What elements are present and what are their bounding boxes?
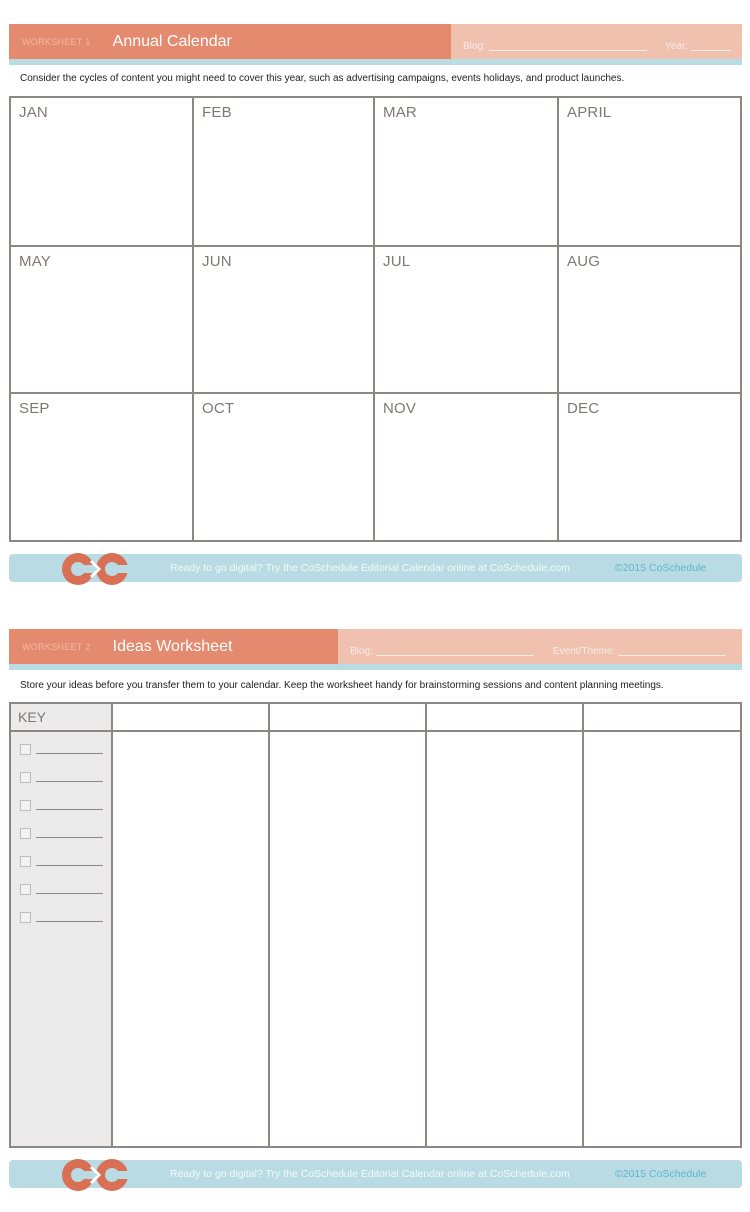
year-label: Year: [665,41,688,52]
worksheet2-header [9,629,742,670]
worksheet2-title: Ideas Worksheet [112,637,233,655]
month-cell-jun[interactable] [194,247,375,394]
month-cell-may[interactable] [11,247,194,394]
blog-field[interactable] [463,41,647,52]
checkbox-icon[interactable] [20,800,31,811]
key-item[interactable] [11,788,111,816]
key-write-line[interactable] [36,744,103,754]
month-name: MAR [383,104,417,121]
month-cell-jul[interactable] [375,247,559,394]
footer-copyright: ©2015 CoSchedule [615,1168,707,1180]
blog-label: Blog: [350,646,373,657]
month-name: DEC [567,400,600,417]
month-name: AUG [567,253,601,270]
key-item[interactable] [11,872,111,900]
key-write-line[interactable] [36,856,103,866]
key-item[interactable] [11,760,111,788]
idea-column-header[interactable] [270,704,425,732]
month-name: JAN [19,104,48,121]
coschedule-logo-icon [61,1158,131,1192]
footer-banner-1 [9,554,742,582]
checkbox-icon[interactable] [20,772,31,783]
month-cell-dec[interactable] [559,394,740,540]
checkbox-icon[interactable] [20,744,31,755]
blog-field[interactable] [350,646,534,657]
checkbox-icon[interactable] [20,884,31,895]
checkbox-icon[interactable] [20,856,31,867]
worksheet2-meta-bar [338,629,742,664]
idea-column-header[interactable] [113,704,268,732]
key-item[interactable] [11,816,111,844]
key-write-line[interactable] [36,828,103,838]
worksheet1-title-bar [9,24,451,59]
worksheet1-instructions: Consider the cycles of content you might need to cover this year, such as advertising campaigns, events holidays, and product launches. [20,73,625,84]
key-item[interactable] [11,844,111,872]
idea-column-3[interactable] [427,704,584,1146]
coschedule-logo-icon [61,552,131,586]
event-theme-label: Event/Theme: [553,646,616,657]
month-cell-nov[interactable] [375,394,559,540]
month-name: MAY [19,253,51,270]
month-cell-oct[interactable] [194,394,375,540]
footer-banner-2 [9,1160,742,1188]
key-write-line[interactable] [36,912,103,922]
month-cell-sep[interactable] [11,394,194,540]
month-name: FEB [202,104,232,121]
month-cell-aug[interactable] [559,247,740,394]
header-accent-stripe [9,664,742,670]
key-title: KEY [11,704,111,732]
footer-copyright: ©2015 CoSchedule [615,562,707,574]
idea-column-2[interactable] [270,704,427,1146]
blog-label: Blog: [463,41,486,52]
annual-calendar-grid [9,96,742,542]
key-item[interactable] [11,900,111,928]
month-cell-feb[interactable] [194,98,375,247]
idea-column-header[interactable] [584,704,740,732]
worksheet1-title: Annual Calendar [112,32,232,50]
key-column [11,704,113,1146]
footer-cta[interactable]: Ready to go digital? Try the CoSchedule Editorial Calendar online at CoSchedule.com [170,1168,570,1180]
key-write-line[interactable] [36,772,103,782]
worksheet2-instructions: Store your ideas before you transfer them to your calendar. Keep the worksheet handy for brainstorming sessions and content planning meetings. [20,680,664,691]
worksheet1-meta-bar [451,24,742,59]
idea-column-1[interactable] [113,704,270,1146]
month-name: JUL [383,253,411,270]
key-write-line[interactable] [36,800,103,810]
month-name: JUN [202,253,232,270]
key-item[interactable] [11,732,111,760]
worksheet2-title-bar [9,629,338,664]
header-accent-stripe [9,59,742,65]
event-theme-field[interactable] [553,646,726,657]
month-cell-jan[interactable] [11,98,194,247]
checkbox-icon[interactable] [20,912,31,923]
ideas-worksheet-grid [9,702,742,1148]
month-name: SEP [19,400,50,417]
year-field[interactable] [665,41,731,52]
month-name: APRIL [567,104,612,121]
idea-column-header[interactable] [427,704,582,732]
month-cell-mar[interactable] [375,98,559,247]
worksheet1-label: WORKSHEET 1 [22,36,91,47]
month-cell-april[interactable] [559,98,740,247]
month-name: OCT [202,400,235,417]
checkbox-icon[interactable] [20,828,31,839]
worksheet1-header [9,24,742,65]
idea-column-4[interactable] [584,704,740,1146]
footer-cta[interactable]: Ready to go digital? Try the CoSchedule Editorial Calendar online at CoSchedule.com [170,562,570,574]
worksheet2-label: WORKSHEET 2 [22,641,91,652]
key-write-line[interactable] [36,884,103,894]
month-name: NOV [383,400,417,417]
